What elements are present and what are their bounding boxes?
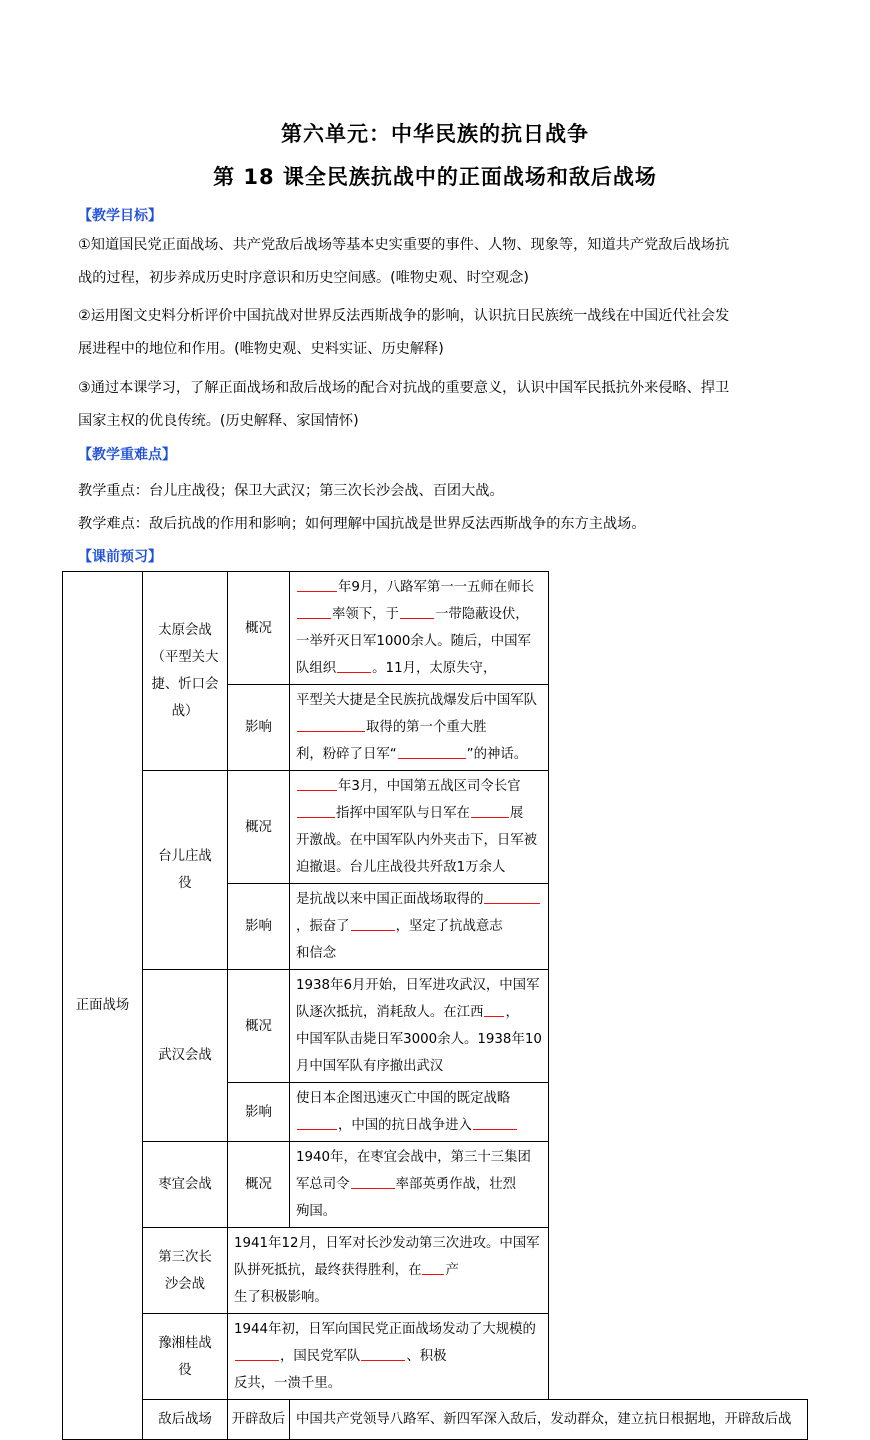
- table-row: [63, 1400, 808, 1440]
- fill-blank[interactable]: [297, 803, 335, 818]
- fill-blank[interactable]: [297, 604, 331, 619]
- taiyuan-overview: [290, 572, 549, 685]
- taierzhuang-impact: [290, 884, 549, 970]
- changsha-text: [228, 1228, 549, 1314]
- overview-label: 概况: [228, 572, 290, 685]
- wuhan-overview: [290, 970, 549, 1083]
- text-segment: 生了积极影响。: [234, 1290, 328, 1305]
- fill-blank[interactable]: [297, 1115, 337, 1130]
- text-segment: ，坚定了抗战意志: [395, 919, 503, 934]
- open-rear-label: 开辟敌后: [228, 1400, 290, 1440]
- battle-taiyuan: 太原会战（平型关大捷、忻口会战）: [143, 572, 228, 771]
- fill-blank[interactable]: [471, 803, 509, 818]
- goal-2: [78, 300, 798, 366]
- fill-blank[interactable]: [400, 604, 434, 619]
- text-segment: 使日本企图迅速灭亡中国的既定战略: [296, 1091, 511, 1106]
- text-segment: 利，粉碎了日军“: [296, 747, 397, 762]
- goal-1-line-1: ①知道国民党正面战场、共产党敌后战场等基本史实重要的事件、人物、现象等，知道共产党敌后战场抗: [78, 237, 730, 253]
- goal-3: [78, 372, 798, 438]
- battle-yuxianggui: 豫湘桂战役: [143, 1314, 228, 1400]
- text-segment: ，振奋了: [296, 919, 350, 934]
- text-segment: 年9月，八路军第一一五师在师长: [338, 580, 534, 595]
- fill-blank[interactable]: [361, 1346, 405, 1361]
- overview-label: 概况: [228, 1142, 290, 1228]
- text-segment: 指挥中国军队与日军在: [336, 806, 470, 821]
- table-row: [63, 771, 808, 884]
- text-segment: ”的神话。: [466, 747, 528, 762]
- impact-label: 影响: [228, 685, 290, 771]
- text-segment: 中国军队击毙日军3000余人。1938年10月中国军队有序撤出武汉: [296, 1032, 542, 1074]
- goals-heading: 【教学目标】: [78, 208, 162, 224]
- fill-blank[interactable]: [235, 1346, 279, 1361]
- text-segment: 反共，一溃千里。: [234, 1376, 342, 1391]
- overview-label: 概况: [228, 771, 290, 884]
- yuxianggui-text: [228, 1314, 549, 1400]
- preview-table: [62, 571, 808, 1440]
- text-segment: 1940年，在枣宜会战中，第三十三集团军总司令: [296, 1150, 531, 1192]
- text-segment: 一举歼灭日军1000余人。随后，中国军队组织: [296, 634, 531, 676]
- text-segment: 展: [509, 806, 524, 821]
- goal-3-line-1: ③通过本课学习，了解正面战场和敌后战场的配合对抗战的重要意义，认识中国军民抵抗外来侵略、捍卫: [78, 380, 730, 396]
- goal-2-line-1: ②运用图文史料分析评价中国抗战对世界反法西斯战争的影响，认识抗日民族统一战线在中国近代社会发: [78, 308, 730, 324]
- text-segment: 平型关大捷是全民族抗战爆发后中国军队: [296, 693, 538, 708]
- text-segment: 率领下，于: [332, 607, 399, 622]
- text-segment: 。11月，太原失守，: [372, 661, 497, 676]
- impact-label: 影响: [228, 884, 290, 970]
- goal-1-line-2: 战的过程，初步养成历史时序意识和历史空间感。(唯物史观、时空观念): [78, 270, 529, 286]
- text-segment: 1941年12月，日军对长沙发动第三次进攻。中国军队拼死抵抗，最终获得胜利，在: [234, 1236, 540, 1278]
- table-row: [63, 572, 808, 685]
- impact-label: 影响: [228, 1083, 290, 1142]
- table-row: [63, 1314, 808, 1400]
- fill-blank[interactable]: [297, 717, 365, 732]
- rear-battlefield-label: 敌后战场: [143, 1400, 228, 1440]
- taiyuan-impact: [290, 685, 549, 771]
- teaching-focus: 教学重点：台儿庄战役；保卫大武汉；第三次长沙会战、百团大战。: [78, 483, 504, 499]
- text-segment: ，国民党军队: [280, 1349, 361, 1364]
- table-row: [63, 1142, 808, 1228]
- fill-blank[interactable]: [473, 1115, 517, 1130]
- text-segment: 殉国。: [296, 1204, 337, 1219]
- text-segment: 取得的第一个重大胜: [366, 720, 487, 735]
- text-segment: 1938年6月开始，日军进攻武汉，中国军队逐次抵抗，消耗敌人。在江西: [296, 978, 540, 1020]
- text-segment: 年3月，中国第五战区司令长官: [338, 779, 521, 794]
- preview-heading: 【课前预习】: [78, 549, 162, 565]
- goal-2-line-2: 展进程中的地位和作用。(唯物史观、史料实证、历史解释): [78, 341, 444, 357]
- fill-blank[interactable]: [297, 577, 337, 592]
- fill-blank[interactable]: [422, 1260, 444, 1275]
- open-rear-text: 中国共产党领导八路军、新四军深入敌后，发动群众，建立抗日根据地，开辟敌后战: [290, 1400, 808, 1440]
- teaching-difficulty: 教学难点：敌后抗战的作用和影响；如何理解中国抗战是世界反法西斯战争的东方主战场。: [78, 516, 646, 532]
- fill-blank[interactable]: [398, 744, 466, 759]
- key-points-heading: 【教学重难点】: [78, 447, 176, 463]
- battle-taierzhuang: 台儿庄战役: [143, 771, 228, 970]
- fill-blank[interactable]: [351, 916, 395, 931]
- fill-blank[interactable]: [297, 776, 337, 791]
- front-battlefield-label: 正面战场: [63, 572, 143, 1440]
- text-segment: 1944年初，日军向国民党正面战场发动了大规模的: [234, 1322, 536, 1337]
- battle-changsha: 第三次长沙会战: [143, 1228, 228, 1314]
- unit-title: 第六单元：中华民族的抗日战争: [281, 122, 589, 146]
- overview-label: 概况: [228, 970, 290, 1083]
- battle-zaoyi: 枣宜会战: [143, 1142, 228, 1228]
- table-row: [63, 970, 808, 1083]
- text-segment: 一带隐蔽设伏，: [434, 607, 529, 622]
- fill-blank[interactable]: [351, 1174, 395, 1189]
- text-segment: ，中国的抗日战争进入: [338, 1118, 472, 1133]
- goal-3-line-2: 国家主权的优良传统。(历史解释、家国情怀): [78, 413, 359, 429]
- text-segment: 、积极: [406, 1349, 447, 1364]
- fill-blank[interactable]: [337, 658, 371, 673]
- taierzhuang-overview: [290, 771, 549, 884]
- text-segment: 是抗战以来中国正面战场取得的: [296, 892, 484, 907]
- text-segment: 和信念: [296, 946, 337, 961]
- zaoyi-overview: [290, 1142, 549, 1228]
- text-segment: 开激战。在中国军队内外夹击下，日军被迫撤退。台儿庄战役共歼敌1万余人: [296, 833, 538, 875]
- lesson-title: 第 18 课全民族抗战中的正面战场和敌后战场: [213, 165, 657, 189]
- text-segment: 产: [445, 1263, 459, 1278]
- battle-wuhan: 武汉会战: [143, 970, 228, 1142]
- fill-blank[interactable]: [484, 889, 540, 904]
- table-row: [63, 1228, 808, 1314]
- text-segment: ，: [505, 1005, 519, 1020]
- goal-1: [78, 229, 798, 295]
- fill-blank[interactable]: [484, 1002, 504, 1017]
- wuhan-impact: [290, 1083, 549, 1142]
- text-segment: 率部英勇作战，壮烈: [395, 1177, 517, 1192]
